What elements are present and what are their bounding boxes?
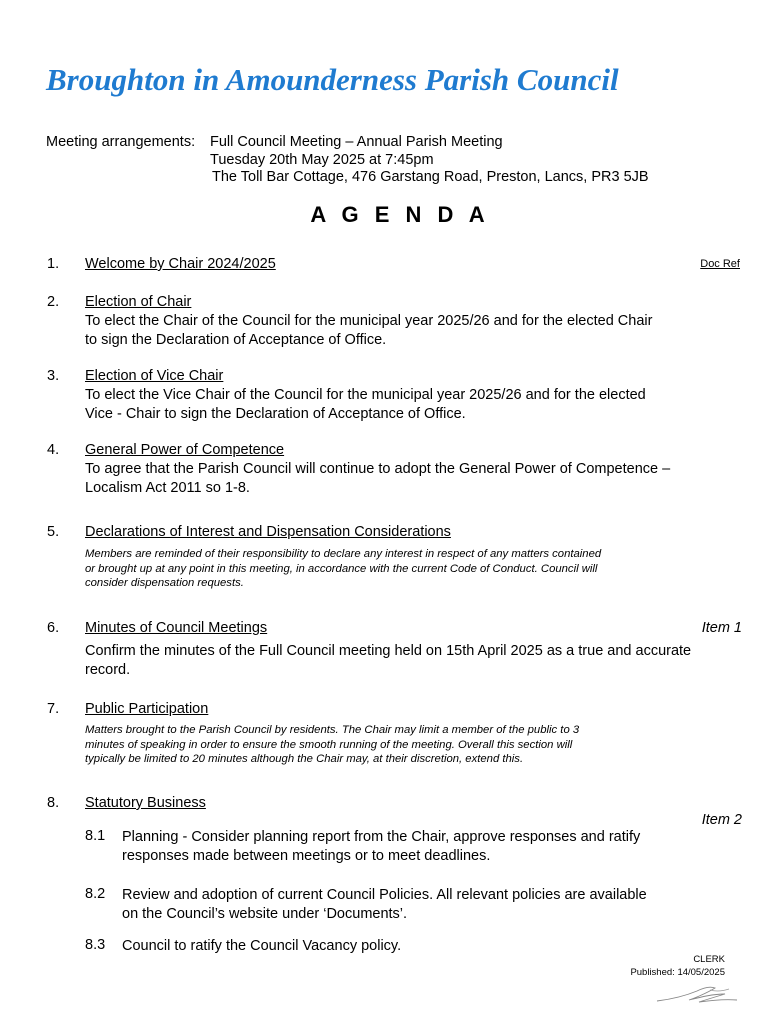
item-heading: Election of Chair <box>85 294 192 310</box>
subitem-line: on the Council’s website under ‘Documents’. <box>122 905 408 922</box>
page-title: Broughton in Amounderness Parish Council <box>46 62 619 97</box>
meeting-venue: The Toll Bar Cottage, 476 Garstang Road, Preston, Lancs, PR3 5JB <box>212 169 649 185</box>
item-note-line: typically be limited to 20 minutes although the Chair may, at their discretion, extend this. <box>85 753 524 765</box>
meeting-arrangements-label: Meeting arrangements: <box>46 134 196 150</box>
item-ref: Item 1 <box>701 620 742 636</box>
item-body-line: To elect the Vice Chair of the Council for the municipal year 2025/26 and for the elected <box>85 387 646 403</box>
item-heading: Declarations of Interest and Dispensation Considerations <box>85 524 451 540</box>
published-date: Published: 14/05/2025 <box>630 967 725 978</box>
subitem-line: Review and adoption of current Council Policies. All relevant policies are available <box>122 887 647 903</box>
item-note <box>85 723 579 767</box>
clerk-footer <box>630 953 725 979</box>
item-body-line: to sign the Declaration of Acceptance of Office. <box>85 332 387 348</box>
item-number: 6. <box>47 620 60 636</box>
item-heading: Minutes of Council Meetings <box>85 620 268 636</box>
meeting-datetime: Tuesday 20th May 2025 at 7:45pm <box>210 152 434 168</box>
item-heading: Election of Vice Chair <box>85 368 224 384</box>
subitem-number: 8.3 <box>85 937 106 953</box>
item-body <box>85 642 691 680</box>
subitem-body <box>122 828 640 865</box>
meeting-type: Full Council Meeting – Annual Parish Meeting <box>210 134 503 150</box>
item-number: 1. <box>47 256 60 272</box>
subitem-line: Council to ratify the Council Vacancy policy. <box>122 938 402 954</box>
item-note-line: minutes of speaking in order to ensure the smooth running of the meeting. Overall this section will <box>85 738 573 751</box>
item-number: 3. <box>47 368 60 384</box>
item-heading: General Power of Competence <box>85 442 285 458</box>
subitem-body <box>122 937 401 956</box>
subitem-body <box>122 886 647 923</box>
item-number: 2. <box>47 294 60 310</box>
item-body-line: Confirm the minutes of the Full Council meeting held on 15th April 2025 as a true and accurate <box>85 643 692 659</box>
item-heading: Welcome by Chair 2024/2025 <box>85 256 276 272</box>
item-body-line: Vice - Chair to sign the Declaration of Acceptance of Office. <box>85 406 466 422</box>
item-note-line: Members are reminded of their responsibility to declare any interest in respect of any matters contained <box>85 548 602 560</box>
clerk-label: CLERK <box>693 954 725 965</box>
item-heading: Public Participation <box>85 701 209 717</box>
signature-icon <box>655 980 740 1006</box>
doc-ref-label: Doc Ref <box>700 258 740 270</box>
item-body <box>85 386 646 424</box>
item-number: 5. <box>47 524 60 540</box>
agenda-heading: A G E N D A <box>310 202 490 227</box>
subitem-line: responses made between meetings or to meet deadlines. <box>122 847 491 864</box>
item-note-line: consider dispensation requests. <box>85 577 244 589</box>
item-body <box>85 460 670 498</box>
item-note <box>85 547 601 591</box>
subitem-number: 8.1 <box>85 828 106 844</box>
item-body-line: Localism Act 2011 so 1-8. <box>85 480 250 496</box>
item-number: 8. <box>47 795 60 811</box>
item-note-line: or brought up at any point in this meeting, in accordance with the current Code of Conduct. Council will <box>85 562 598 575</box>
item-body-line: record. <box>85 662 131 678</box>
item-number: 4. <box>47 442 60 458</box>
subitem-line: Planning - Consider planning report from the Chair, approve responses and ratify <box>122 829 641 845</box>
item-note-line: Matters brought to the Parish Council by residents. The Chair may limit a member of the public to 3 <box>85 724 580 736</box>
item-body-line: To elect the Chair of the Council for the municipal year 2025/26 and for the elected Chair <box>85 313 653 329</box>
item-body-line: To agree that the Parish Council will continue to adopt the General Power of Competence – <box>85 461 671 477</box>
item-ref: Item 2 <box>701 812 742 828</box>
item-number: 7. <box>47 701 60 717</box>
subitem-number: 8.2 <box>85 886 106 902</box>
item-heading: Statutory Business <box>85 795 206 811</box>
item-body <box>85 312 652 350</box>
